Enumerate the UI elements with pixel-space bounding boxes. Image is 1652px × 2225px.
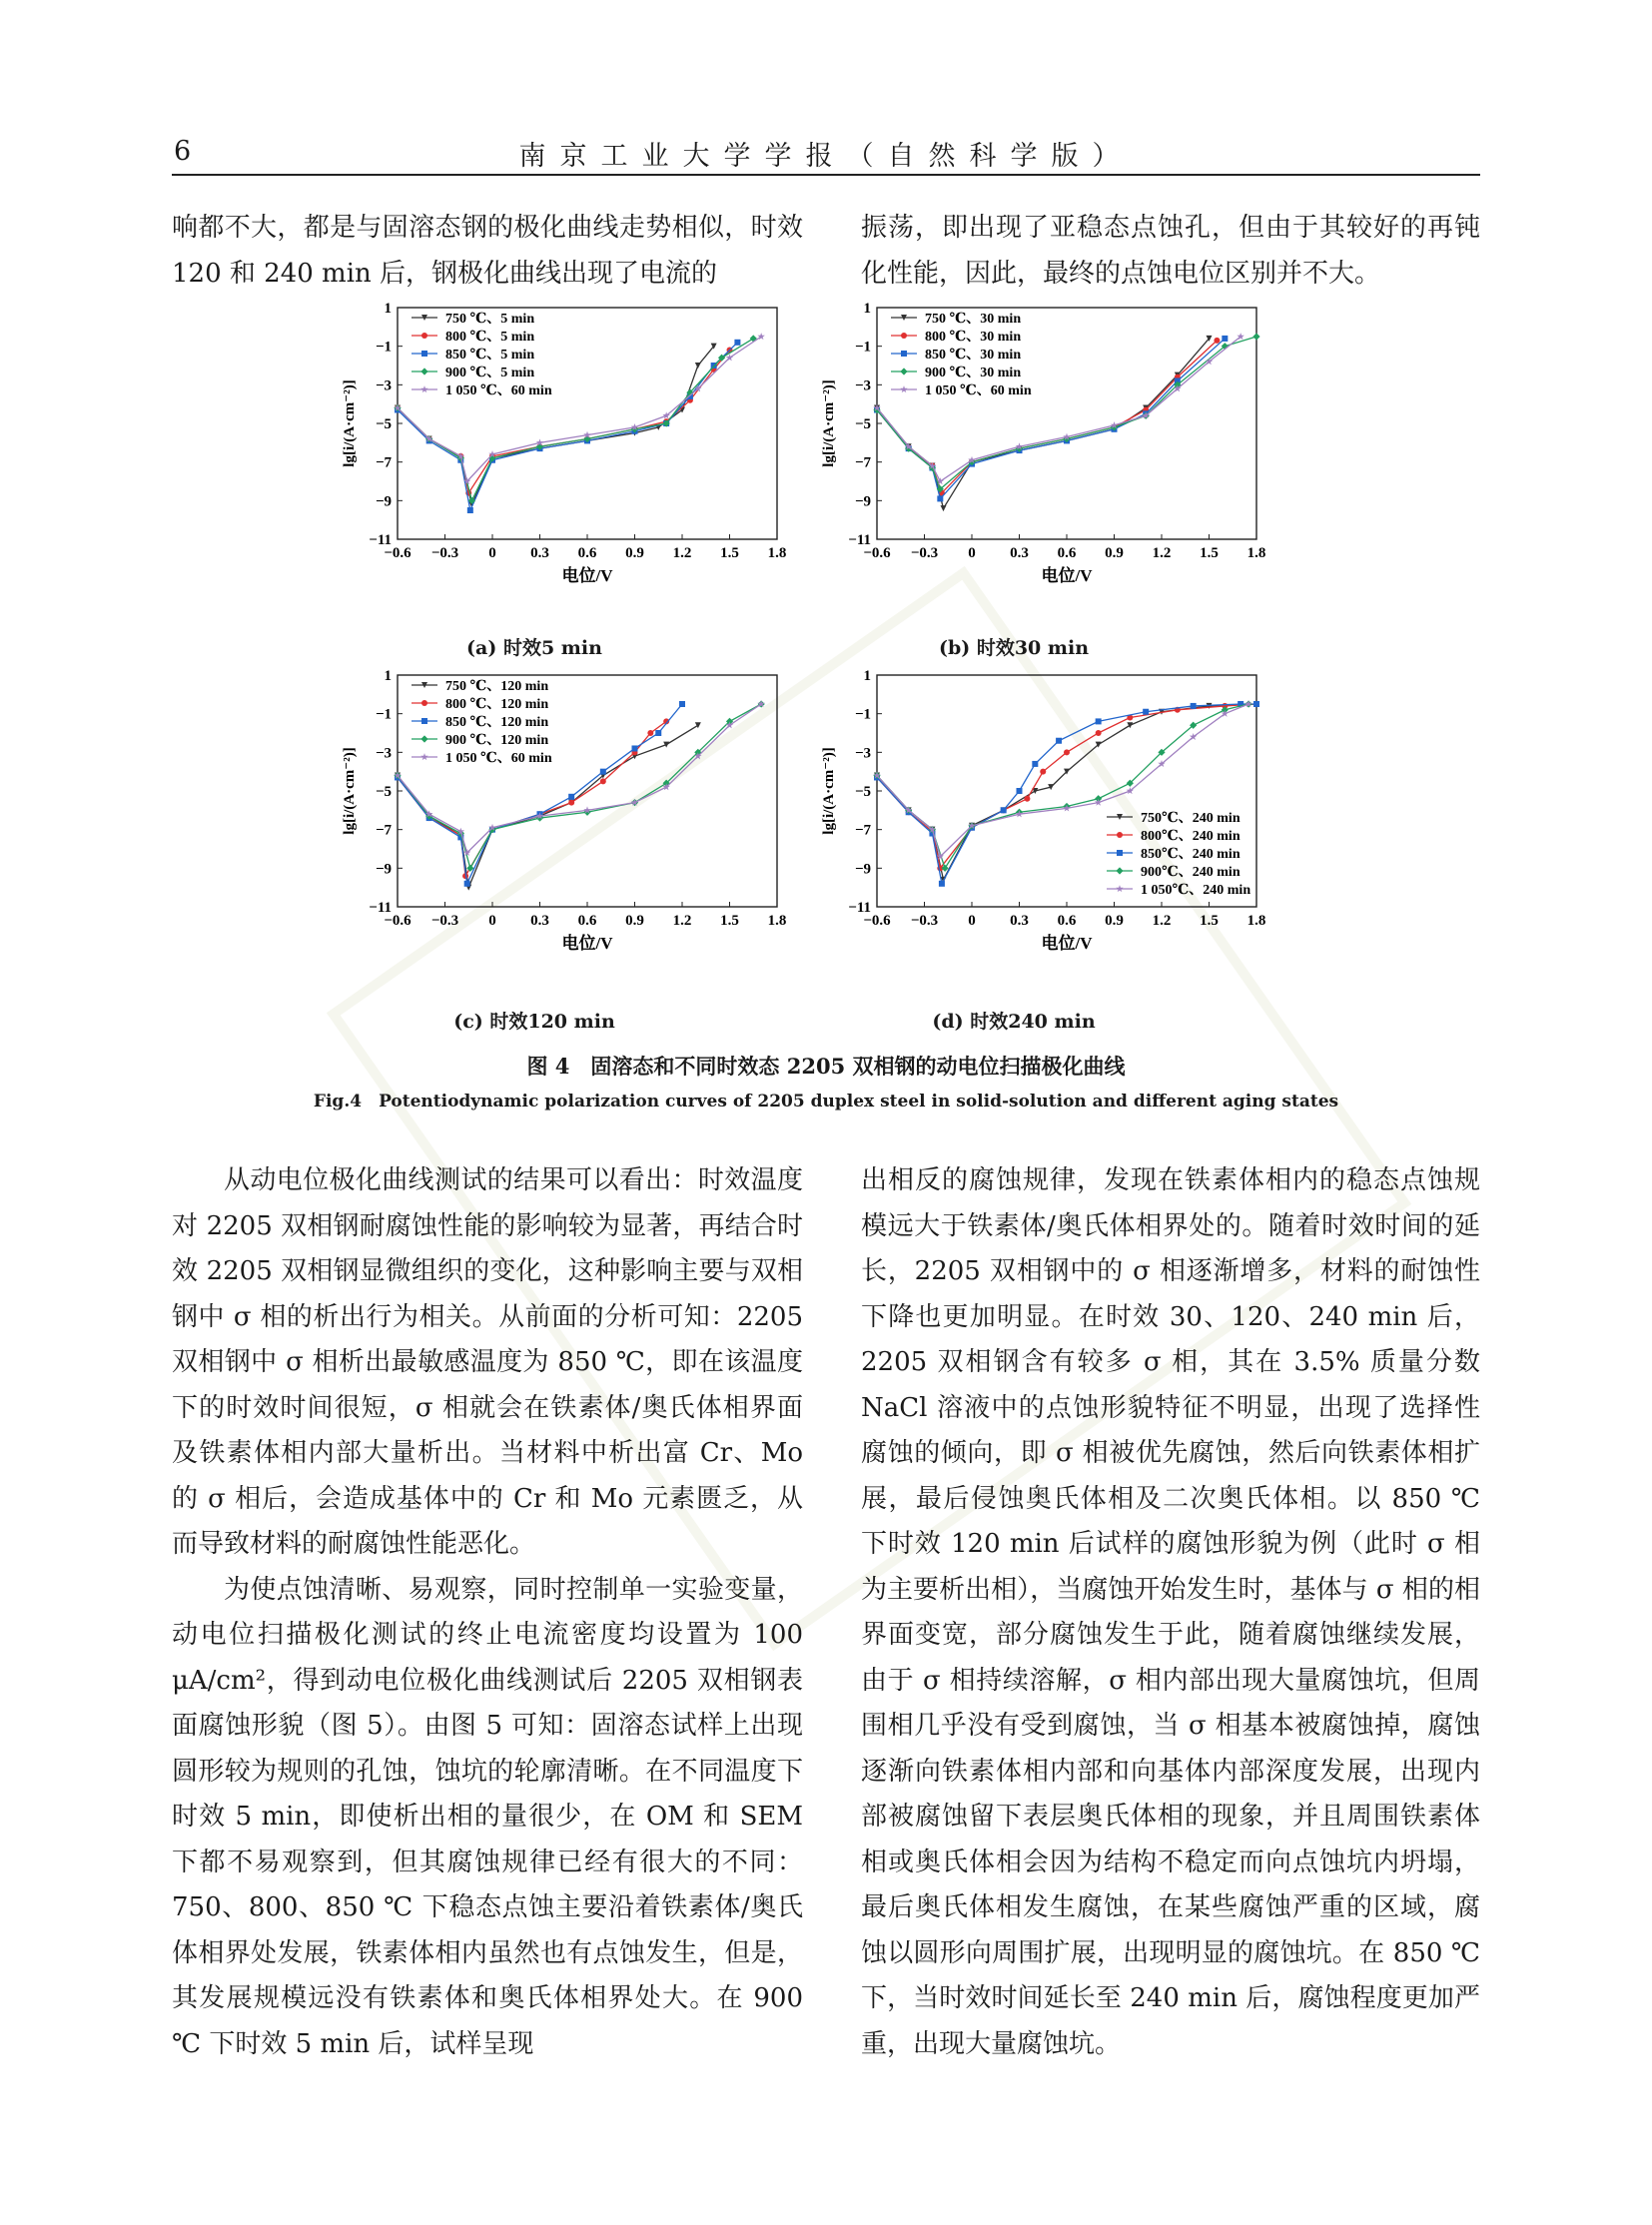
legend-marker — [901, 351, 907, 357]
data-point — [1064, 749, 1070, 755]
y-tick-label: −9 — [854, 493, 871, 510]
y-tick-label: −3 — [375, 377, 392, 394]
journal-title: 南京工业大学学报（自然科学版） — [518, 141, 1134, 172]
data-point — [1143, 709, 1149, 715]
top-text-left — [172, 206, 803, 297]
legend-marker — [901, 333, 907, 339]
x-tick-label: −0.3 — [430, 545, 459, 561]
top-text-right — [861, 206, 1480, 297]
x-axis-label: 电位/V — [1041, 566, 1093, 585]
x-tick-label: 0.3 — [530, 545, 549, 561]
legend-label: 1 050 ℃、60 min — [925, 383, 1032, 398]
data-point — [941, 505, 947, 511]
figure-caption-en: Fig.4 Potentiodynamic polarization curves of 2205 duplex steel in solid-solution and different aging states — [313, 1092, 1339, 1112]
legend-label: 750℃、240 min — [1141, 811, 1240, 826]
x-tick-label: 0.6 — [1057, 545, 1077, 561]
y-tick-label: 1 — [384, 301, 392, 317]
y-tick-label: −11 — [369, 900, 392, 916]
x-tick-label: 0.9 — [1105, 545, 1124, 561]
data-point — [695, 363, 701, 369]
y-tick-label: −7 — [375, 454, 392, 471]
panel-a — [330, 300, 789, 603]
x-tick-label: 1.5 — [720, 545, 739, 561]
legend-marker — [1116, 867, 1123, 874]
x-tick-label: 0.9 — [625, 545, 644, 561]
data-point — [1253, 701, 1259, 707]
data-point — [1001, 807, 1007, 813]
legend-label: 850 ℃、120 min — [445, 715, 549, 730]
chart-c — [330, 667, 789, 967]
chart-d — [809, 667, 1268, 967]
legend-label: 800 ℃、120 min — [445, 697, 549, 712]
data-point — [1191, 703, 1197, 709]
y-tick-label: −11 — [848, 532, 871, 548]
legend-label: 900 ℃、120 min — [445, 733, 549, 748]
y-tick-label: −5 — [375, 784, 392, 800]
x-tick-label: 0.6 — [577, 545, 597, 561]
x-tick-label: −0.6 — [384, 913, 412, 929]
series-line — [398, 704, 682, 884]
legend-marker — [421, 700, 427, 706]
x-tick-label: 1.2 — [1152, 545, 1172, 561]
y-tick-label: 1 — [863, 301, 871, 317]
legend-label: 1 050 ℃、60 min — [445, 383, 552, 398]
data-point — [467, 507, 473, 513]
x-tick-label: 0.3 — [530, 913, 549, 929]
legend-label: 850℃、240 min — [1141, 847, 1240, 862]
legend-label: 1 050 ℃、60 min — [445, 751, 552, 766]
legend-label: 800 ℃、5 min — [445, 330, 535, 345]
data-point — [1096, 718, 1102, 724]
data-point — [663, 742, 669, 748]
paragraph: 响都不大，都是与固溶态钢的极化曲线走势相似，时效 120 和 240 min 后，钢极化曲线出现了电流的 — [172, 213, 803, 289]
y-tick-label: −11 — [369, 532, 392, 548]
data-point — [937, 495, 943, 501]
data-point — [939, 881, 945, 887]
figure-4 — [330, 300, 1328, 1099]
data-point — [1127, 722, 1133, 728]
paragraph: 从动电位极化曲线测试的结果可以看出：时效温度对 2205 双相钢耐腐蚀性能的影响较为显著，再结合时效 2205 双相钢显微组织的变化，这种影响主要与双相钢中 σ 相的析出行为相关。从前面的分析可知：2205 双相钢中 σ 相析出最敏感温度为 850 ℃，即在该温度下的时效时间很短，σ 相就会在铁素体/奥氏体相界面及铁素体相内部大量析出。当材料中析出富 Cr、Mo 的 σ 相后，会造成基体中的 Cr 和 Mo 元素匮乏，从而导致材料的耐腐蚀性能恶化。 — [172, 1165, 803, 1559]
y-tick-label: −7 — [375, 822, 392, 839]
legend-label: 1 050℃、240 min — [1141, 883, 1251, 898]
x-tick-label: 1.8 — [1246, 913, 1266, 929]
y-axis-label: lg[i/(A·cm⁻²)] — [342, 747, 358, 835]
data-point — [568, 800, 574, 806]
data-point — [647, 730, 653, 736]
data-point — [1032, 761, 1038, 767]
y-tick-label: −3 — [854, 377, 871, 394]
legend-marker — [421, 718, 427, 724]
x-axis-label: 电位/V — [1041, 934, 1093, 953]
paragraph: 出相反的腐蚀规律，发现在铁素体相内的稳态点蚀规模远大于铁素体/奥氏体相界处的。随着时效时间的延长，2205 双相钢中的 σ 相逐渐增多，材料的耐蚀性下降也更加明显。在时效 30、120、240 min 后，2205 双相钢含有较多 σ 相，其在 3.5% 质量分数 NaCl 溶液中的点蚀形貌特征不明显，出现了选择性腐蚀的倾向，即 σ 相被优先腐蚀，然后向铁素体相扩展，最后侵蚀奥氏体相及二次奥氏体相。以 850 ℃ 下时效 120 min 后试样的腐蚀形貌为例（此时 σ 相为主要析出相），当腐蚀开始发生时，基体与 σ 相的相界面变宽，部分腐蚀发生于此，随着腐蚀继续发展，由于 σ 相持续溶解，σ 相内部出现大量腐蚀坑，但周围相几乎没有受到腐蚀，当 σ 相基本被腐蚀掉，腐蚀逐渐向铁素体相内部和向基体内部深度发展，出现内部被腐蚀留下表层奥氏体相的现象，并且周围铁素体相或奥氏体相会因为结构不稳定而向点蚀坑内坍塌，最后奥氏体相发生腐蚀，在某些腐蚀严重的区域，腐蚀以圆形向周围扩展，出现明显的腐蚀坑。在 850 ℃ 下，当时效时间延长至 240 min 后，腐蚀程度更加严重，出现大量腐蚀坑。 — [861, 1165, 1480, 2059]
y-tick-label: −3 — [854, 745, 871, 762]
subcaption-d: (d) 时效240 min — [932, 1011, 1096, 1033]
x-tick-label: 1.2 — [1152, 913, 1172, 929]
data-point — [1222, 336, 1228, 342]
x-tick-label: 1.5 — [720, 913, 739, 929]
legend-label: 850 ℃、5 min — [445, 348, 535, 363]
x-tick-label: 0.6 — [577, 913, 597, 929]
data-point — [632, 745, 638, 751]
data-point — [600, 769, 606, 775]
y-tick-label: −1 — [375, 339, 392, 356]
y-tick-label: −3 — [375, 745, 392, 762]
body-right-column — [861, 1158, 1480, 2067]
series-line — [398, 725, 698, 887]
x-axis-label: 电位/V — [561, 566, 613, 585]
legend-marker — [421, 333, 427, 339]
y-tick-label: −5 — [854, 416, 871, 432]
x-tick-label: 0.9 — [1105, 913, 1124, 929]
x-tick-label: 0 — [488, 913, 496, 929]
legend-label: 850 ℃、30 min — [925, 348, 1022, 363]
x-tick-label: 1.2 — [672, 913, 692, 929]
x-tick-label: 1.5 — [1200, 545, 1219, 561]
data-point — [600, 778, 606, 784]
x-axis-label: 电位/V — [561, 934, 613, 953]
y-tick-label: −9 — [854, 861, 871, 878]
x-tick-label: 1.2 — [672, 545, 692, 561]
data-point — [734, 340, 740, 346]
data-point — [1024, 796, 1030, 802]
paragraph: 为使点蚀清晰、易观察，同时控制单一实验变量，动电位扫描极化测试的终止电流密度均设置为 100 μA/cm²，得到动电位极化曲线测试后 2205 双相钢表面腐蚀形貌（图 5）。由图 5 可知：固溶态试样上出现圆形较为规则的孔蚀，蚀坑的轮廓清晰。在不同温度下时效 5 min，即使析出相的量很少，在 OM 和 SEM 下都不易观察到，但其腐蚀规律已经有很大的不同：750、800、850 ℃ 下稳态点蚀主要沿着铁素体/奥氏体相界处发展，铁素体相内虽然也有点蚀发生，但是，其发展规模远没有铁素体和奥氏体相界处大。在 900 ℃ 下时效 5 min 后，试样呈现 — [172, 1574, 803, 2059]
x-tick-label: 0 — [968, 545, 976, 561]
data-point — [568, 794, 574, 800]
legend-marker — [1117, 850, 1123, 856]
data-point — [1056, 738, 1062, 744]
legend-label: 800℃、240 min — [1141, 829, 1240, 844]
subcaption-c: (c) 时效120 min — [453, 1011, 615, 1033]
legend-label: 900℃、240 min — [1141, 865, 1240, 880]
legend-label: 750 ℃、120 min — [445, 679, 549, 694]
legend-marker — [420, 368, 427, 374]
panel-c — [330, 667, 789, 971]
y-tick-label: −1 — [854, 339, 871, 356]
page-number: 6 — [174, 136, 192, 167]
x-tick-label: −0.6 — [863, 913, 891, 929]
x-tick-label: 0 — [968, 913, 976, 929]
x-tick-label: −0.6 — [863, 545, 891, 561]
page-header — [172, 128, 1480, 176]
data-point — [695, 722, 701, 728]
x-tick-label: −0.3 — [910, 913, 939, 929]
x-tick-label: 0.3 — [1010, 545, 1029, 561]
series-line — [877, 339, 1210, 508]
y-tick-label: −5 — [854, 784, 871, 800]
panel-d — [809, 667, 1268, 971]
x-tick-label: 0.3 — [1010, 913, 1029, 929]
y-tick-label: −7 — [854, 822, 871, 839]
chart-b — [809, 300, 1268, 599]
chart-a — [330, 300, 789, 599]
y-tick-label: −1 — [854, 706, 871, 723]
x-tick-label: 1.8 — [767, 545, 787, 561]
x-tick-label: 0 — [488, 545, 496, 561]
y-tick-label: −11 — [848, 900, 871, 916]
data-point — [1252, 333, 1259, 340]
x-tick-label: −0.3 — [430, 913, 459, 929]
x-tick-label: −0.6 — [384, 545, 412, 561]
data-point — [1096, 730, 1102, 736]
legend-marker — [420, 735, 427, 742]
y-tick-label: −5 — [375, 416, 392, 432]
series-line — [877, 339, 1225, 498]
x-tick-label: 0.6 — [1057, 913, 1077, 929]
y-axis-label: lg[i/(A·cm⁻²)] — [821, 379, 837, 467]
y-tick-label: −7 — [854, 454, 871, 471]
legend-label: 900 ℃、30 min — [925, 366, 1022, 380]
body-left-column — [172, 1158, 803, 2067]
x-tick-label: 1.5 — [1200, 913, 1219, 929]
series-line — [877, 341, 1217, 493]
panel-b — [809, 300, 1268, 603]
x-tick-label: −0.3 — [910, 545, 939, 561]
subcaption-a: (a) 时效5 min — [466, 637, 602, 659]
y-tick-label: 1 — [384, 668, 392, 684]
y-axis-label: lg[i/(A·cm⁻²)] — [821, 747, 837, 835]
x-tick-label: 0.9 — [625, 913, 644, 929]
data-point — [655, 730, 661, 736]
legend-label: 900 ℃、5 min — [445, 366, 535, 380]
legend-marker — [900, 368, 907, 374]
legend-label: 750 ℃、5 min — [445, 312, 535, 327]
data-point — [464, 881, 470, 887]
data-point — [679, 701, 685, 707]
data-point — [1040, 769, 1046, 775]
legend-label: 750 ℃、30 min — [925, 312, 1022, 327]
figure-caption-cn: 图 4 固溶态和不同时效态 2205 双相钢的动电位扫描极化曲线 — [526, 1054, 1126, 1079]
data-point — [750, 335, 757, 342]
data-point — [1214, 338, 1220, 344]
y-tick-label: −1 — [375, 706, 392, 723]
subcaption-b: (b) 时效30 min — [938, 637, 1090, 659]
y-axis-label: lg[i/(A·cm⁻²)] — [342, 379, 358, 467]
paragraph: 振荡，即出现了亚稳态点蚀孔，但由于其较好的再钝化性能，因此，最终的点蚀电位区别并不大。 — [861, 213, 1480, 289]
y-tick-label: −9 — [375, 861, 392, 878]
y-tick-label: 1 — [863, 668, 871, 684]
legend-marker — [1117, 832, 1123, 838]
x-tick-label: 1.8 — [767, 913, 787, 929]
y-tick-label: −9 — [375, 493, 392, 510]
x-tick-label: 1.8 — [1246, 545, 1266, 561]
data-point — [1017, 788, 1023, 794]
legend-label: 800 ℃、30 min — [925, 330, 1022, 345]
legend-marker — [421, 351, 427, 357]
